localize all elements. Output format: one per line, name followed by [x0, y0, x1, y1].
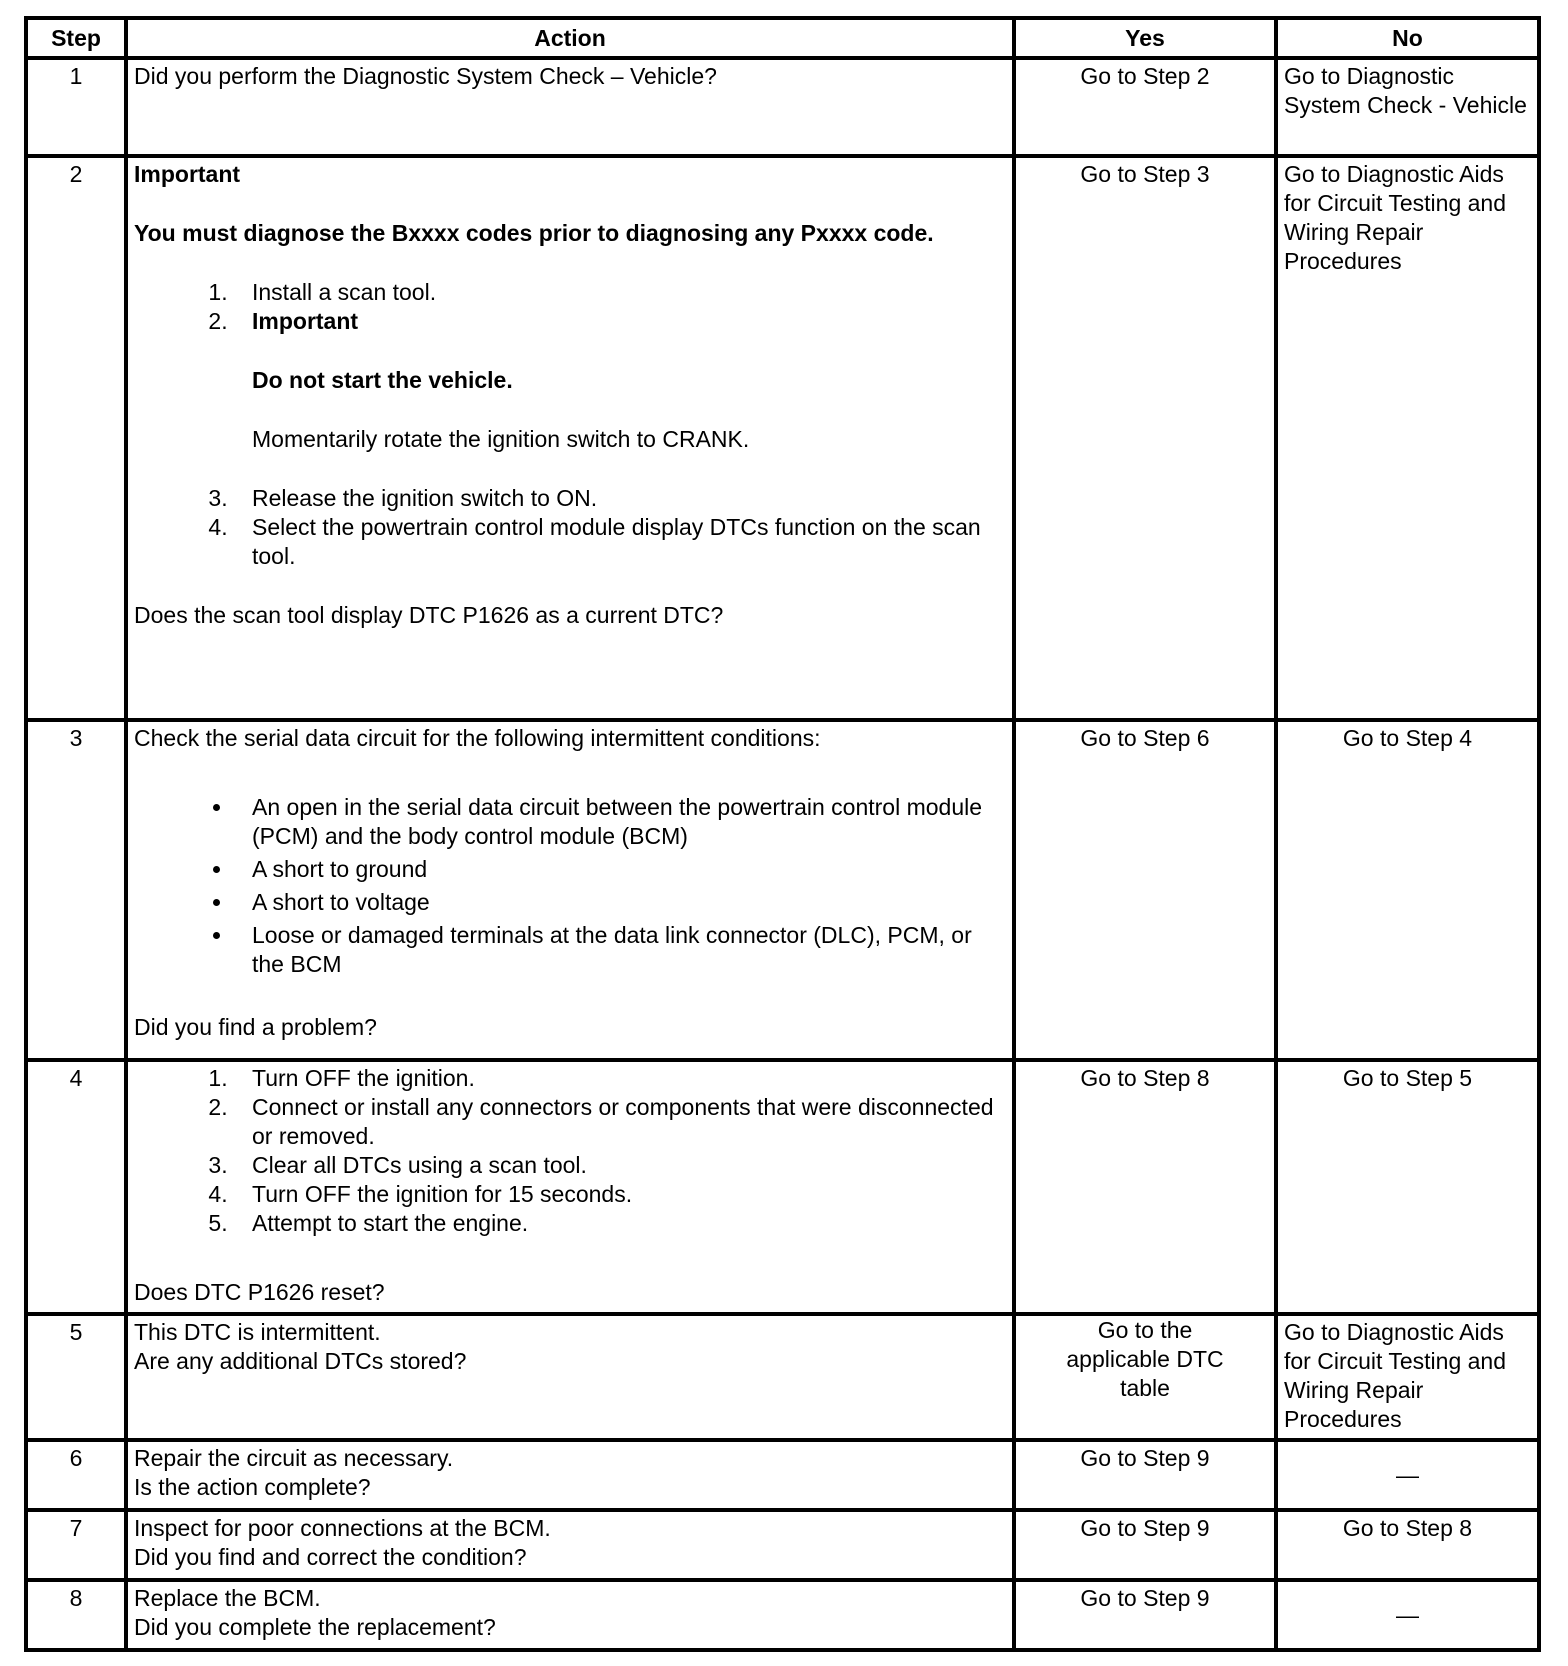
list-item: • A short to ground [234, 855, 1006, 884]
question: Are any additional DTCs stored? [134, 1348, 467, 1374]
table-row [26, 156, 1539, 720]
header-step: Step [26, 18, 126, 58]
yes-cell: Go to Step 9 [1014, 1580, 1276, 1650]
step-number: 5 [26, 1314, 126, 1440]
list-item: 2. Connect or install any connectors or components that were disconnected or removed. [234, 1093, 1006, 1151]
important-heading: Important [134, 161, 241, 187]
step-number: 7 [26, 1510, 126, 1580]
action-cell [126, 1580, 1014, 1650]
header-yes: Yes [1014, 18, 1276, 58]
list-item-important: Important [252, 308, 359, 334]
table-row [26, 58, 1539, 156]
step-number: 2 [26, 156, 126, 720]
yes-cell: Go to Step 3 [1014, 156, 1276, 720]
list-item: • A short to voltage [234, 888, 1006, 917]
condition-list [134, 793, 1006, 979]
action-cell [126, 1060, 1014, 1314]
yes-cell: Go to Step 9 [1014, 1440, 1276, 1510]
list-item [234, 307, 1006, 484]
table-row [26, 1580, 1539, 1650]
no-cell: Go to Diagnostic Aids for Circuit Testing and Wiring Repair Procedures [1276, 156, 1539, 720]
question: Did you perform the Diagnostic System Check – Vehicle? [134, 63, 717, 89]
table-row [26, 1510, 1539, 1580]
list-item: 1. Install a scan tool. [234, 278, 1006, 307]
table-row [26, 1314, 1539, 1440]
action-cell [126, 1314, 1014, 1440]
list-item: 4. Turn OFF the ignition for 15 seconds. [234, 1180, 1006, 1209]
table-row [26, 720, 1539, 1060]
list-item: 5. Attempt to start the engine. [234, 1209, 1006, 1238]
statement: Repair the circuit as necessary. [134, 1445, 454, 1471]
header-no: No [1276, 18, 1539, 58]
action-cell [126, 720, 1014, 1060]
action-cell [126, 1440, 1014, 1510]
list-item: • Loose or damaged terminals at the data link connector (DLC), PCM, or the BCM [234, 921, 1006, 979]
statement: Replace the BCM. [134, 1585, 321, 1611]
no-cell: Go to Step 4 [1276, 720, 1539, 1060]
action-cell [126, 58, 1014, 156]
no-cell: Go to Diagnostic Aids for Circuit Testing and Wiring Repair Procedures [1276, 1314, 1539, 1440]
diagnostic-table [24, 16, 1541, 1652]
no-cell: Go to Step 5 [1276, 1060, 1539, 1314]
yes-cell: Go to Step 9 [1014, 1510, 1276, 1580]
yes-cell: Go to Step 6 [1014, 720, 1276, 1060]
question: Did you complete the replacement? [134, 1614, 496, 1640]
header-row [26, 18, 1539, 58]
table-row [26, 1060, 1539, 1314]
intro-text: Check the serial data circuit for the following intermittent conditions: [134, 725, 821, 751]
question: Did you find a problem? [134, 1014, 377, 1040]
important-note-text: Momentarily rotate the ignition switch to CRANK. [252, 426, 750, 452]
procedure-list [134, 1064, 1006, 1238]
step-number: 1 [26, 58, 126, 156]
step-number: 8 [26, 1580, 126, 1650]
action-cell [126, 1510, 1014, 1580]
question: Did you find and correct the condition? [134, 1544, 527, 1570]
list-item: 4. Select the powertrain control module display DTCs function on the scan tool. [234, 513, 1006, 571]
statement: This DTC is intermittent. [134, 1319, 381, 1345]
question: Does DTC P1626 reset? [134, 1279, 385, 1305]
yes-cell: Go to Step 2 [1014, 58, 1276, 156]
statement: Inspect for poor connections at the BCM. [134, 1515, 551, 1541]
no-cell: — [1276, 1580, 1539, 1650]
header-action: Action [126, 18, 1014, 58]
step-number: 6 [26, 1440, 126, 1510]
no-cell: Go to Diagnostic System Check - Vehicle [1276, 58, 1539, 156]
list-item: 3. Release the ignition switch to ON. [234, 484, 1006, 513]
list-item: 3. Clear all DTCs using a scan tool. [234, 1151, 1006, 1180]
step-number: 3 [26, 720, 126, 1060]
list-item: 1. Turn OFF the ignition. [234, 1064, 1006, 1093]
no-cell: — [1276, 1440, 1539, 1510]
yes-cell: Go to the applicable DTC table [1014, 1314, 1276, 1440]
step-number: 4 [26, 1060, 126, 1314]
important-note: Do not start the vehicle. [252, 367, 513, 393]
no-cell: Go to Step 8 [1276, 1510, 1539, 1580]
action-cell [126, 156, 1014, 720]
important-text: You must diagnose the Bxxxx codes prior to diagnosing any Pxxxx code. [134, 220, 934, 246]
yes-cell: Go to Step 8 [1014, 1060, 1276, 1314]
procedure-list [134, 278, 1006, 571]
list-item: • An open in the serial data circuit between the powertrain control module (PCM) and the body control module (BCM) [234, 793, 1006, 851]
question: Is the action complete? [134, 1474, 371, 1500]
table-row [26, 1440, 1539, 1510]
question: Does the scan tool display DTC P1626 as a current DTC? [134, 602, 724, 628]
